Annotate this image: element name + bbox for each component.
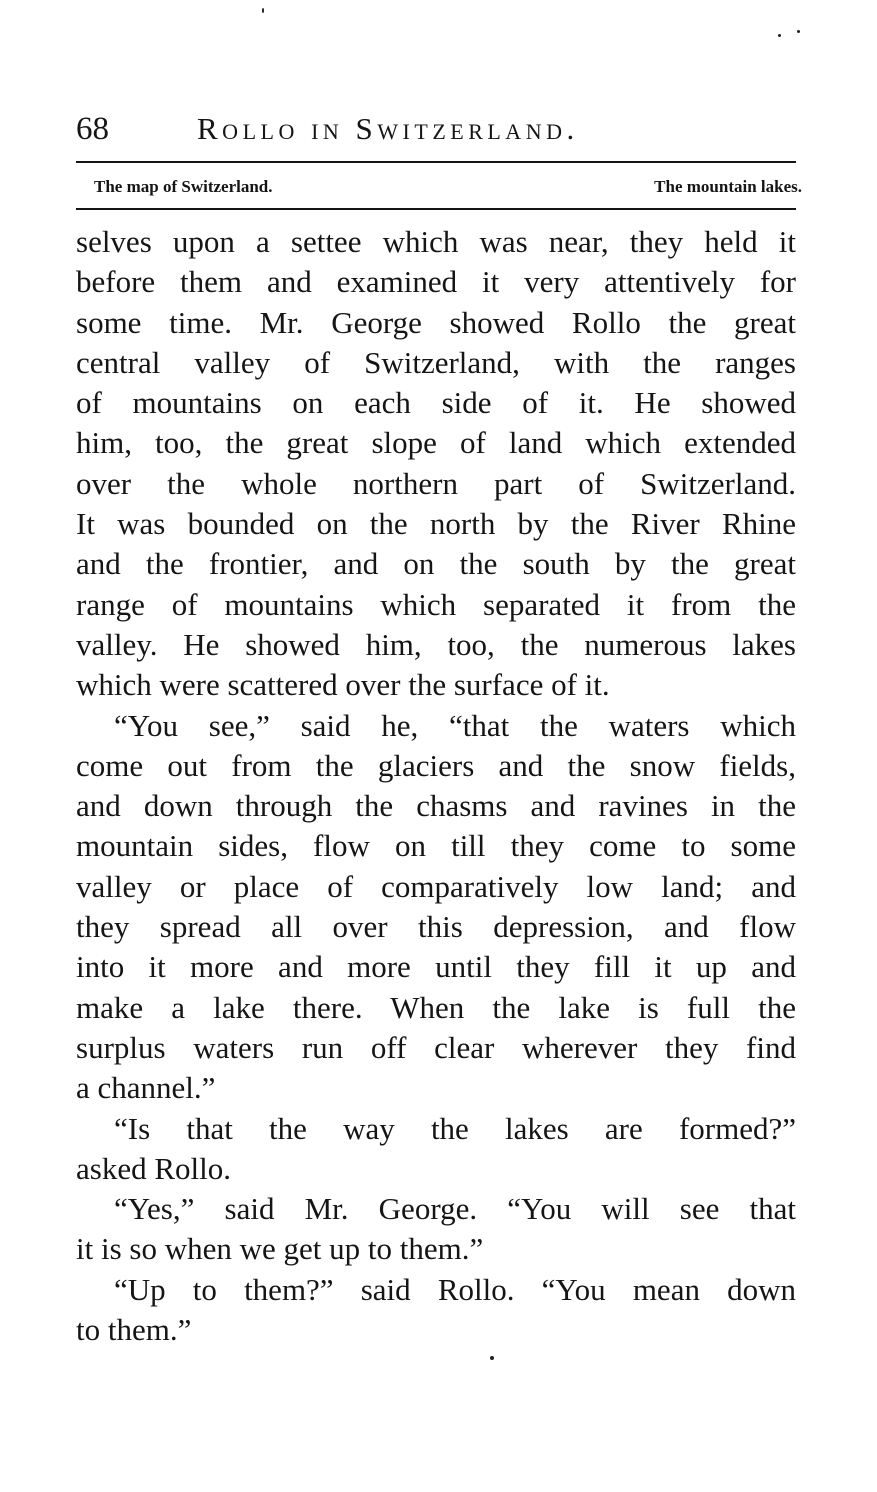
body-text <box>76 222 796 1350</box>
text-line: “You see,” said he, “that the waters which <box>114 707 796 743</box>
text-line: make a lake there. When the lake is full the <box>76 989 796 1025</box>
header-rule-top <box>76 161 796 163</box>
print-speck <box>262 8 264 13</box>
text-line: a channel.” <box>76 1070 216 1106</box>
text-line: it is so when we get up to them.” <box>76 1231 484 1267</box>
text-line: valley. He showed him, too, the numerous lakes <box>76 626 796 662</box>
text-line: him, too, the great slope of land which extended <box>76 425 796 461</box>
text-line: of mountains on each side of it. He showed <box>76 385 796 421</box>
text-line: “Is that the way the lakes are formed?” <box>114 1110 796 1146</box>
text-line: and the frontier, and on the south by the great <box>76 546 796 582</box>
text-line: range of mountains which separated it from the <box>76 586 796 622</box>
text-line: over the whole northern part of Switzerland. <box>76 465 796 501</box>
text-line: “Yes,” said Mr. George. “You will see that <box>114 1191 796 1227</box>
text-line: which were scattered over the surface of it. <box>76 667 610 703</box>
text-line: It was bounded on the north by the River Rhine <box>76 506 796 542</box>
print-speck <box>797 30 800 33</box>
running-head <box>76 104 796 154</box>
print-speck <box>490 1356 494 1360</box>
header-rule-bottom <box>76 208 796 210</box>
book-title: Rollo in Switzerland. <box>197 111 579 146</box>
subhead-left: The map of Switzerland. <box>94 177 273 196</box>
text-line: central valley of Switzerland, with the ranges <box>76 344 796 380</box>
page-number: 68 <box>76 111 109 147</box>
print-speck <box>778 34 781 37</box>
text-line: they spread all over this depression, and flow <box>76 909 796 945</box>
text-line: asked Rollo. <box>76 1150 231 1186</box>
text-line: mountain sides, flow on till they come to some <box>76 828 796 864</box>
text-line: and down through the chasms and ravines in the <box>76 788 796 824</box>
text-line: valley or place of comparatively low land; and <box>76 868 796 904</box>
subhead-right: The mountain lakes. <box>654 177 802 196</box>
text-line: to them.” <box>76 1312 192 1348</box>
text-line: before them and examined it very attentively for <box>76 264 796 300</box>
section-subheads <box>94 172 802 202</box>
text-line: come out from the glaciers and the snow fields, <box>76 747 796 783</box>
text-line: some time. Mr. George showed Rollo the great <box>76 304 796 340</box>
text-line: “Up to them?” said Rollo. “You mean down <box>114 1271 796 1307</box>
text-line: into it more and more until they fill it up and <box>76 949 796 985</box>
text-line: selves upon a settee which was near, they held it <box>76 224 796 259</box>
text-line: surplus waters run off clear wherever they find <box>76 1029 796 1065</box>
